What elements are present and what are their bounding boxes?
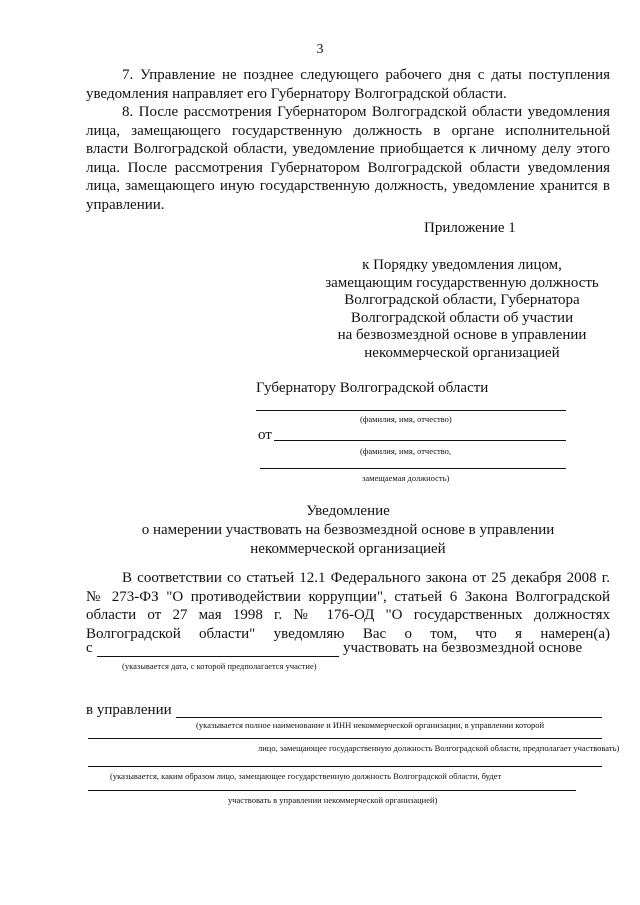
appendix-title: Приложение 1	[424, 220, 516, 236]
caption-fio: (фамилия, имя, отчество)	[360, 414, 452, 424]
caption-org-2: лицо, замещающее государственную должность Волгоградской области, предполагает участвовать)	[258, 743, 620, 753]
management-label: в управлении	[86, 702, 172, 718]
appendix-ref-line: Волгоградской области об участии	[350, 309, 574, 326]
caption-position: замещаемая должность)	[362, 473, 450, 483]
appendix-ref-line: на безвозмездной основе в управлении	[337, 327, 587, 344]
how-blank-line	[88, 766, 602, 767]
from-blank-line	[274, 440, 566, 441]
notice-heading	[86, 502, 610, 559]
main-paragraph: В соответствии со статьей 12.1 Федерального закона от 25 декабря 2008 г. № 273-ФЗ "О противодействии коррупции", статьей 6 Закона Волгоградской области от 27 мая 1998 г. № 176-ОД "О государственных должностях Волгоградской области" уведомляю Вас о том, что я намерен(а)	[86, 570, 610, 642]
org-blank-line-2	[88, 738, 602, 739]
with-label: с	[86, 640, 93, 656]
addressee: Губернатору Волгоградской области	[256, 380, 489, 396]
appendix-ref-line: Волгоградской области, Губернатора	[344, 292, 580, 309]
notice-title: Уведомление	[306, 503, 390, 519]
paragraph-7: 7. Управление не позднее следующего рабочего дня с даты поступления уведомления направляет его Губернатору Волгоградской области.	[86, 67, 610, 102]
notice-subtitle-1: о намерении участвовать на безвозмездной основе в управлении	[141, 522, 555, 538]
page-number: 3	[316, 42, 324, 57]
appendix-ref-line: замещающим государственную должность	[325, 274, 599, 291]
appendix-ref-line: к Порядку уведомления лицом,	[362, 257, 562, 273]
from-label: от	[258, 427, 272, 443]
caption-how-1: (указывается, каким образом лицо, замещающее государственную должность Волгоградской области, будет	[110, 771, 502, 781]
caption-org-1: (указывается полное наименование и ИНН некоммерческой организации, в управлении которой	[196, 720, 545, 730]
position-blank-line	[260, 468, 566, 469]
appendix-ref-line: некоммерческой организацией	[364, 344, 560, 361]
notice-subtitle-2: некоммерческой организацией	[250, 541, 446, 557]
fio-blank-line	[256, 410, 566, 411]
appendix-reference	[318, 257, 606, 363]
participate-text: участвовать на безвозмездной основе	[343, 640, 583, 656]
caption-how-2: участвовать в управлении некоммерческой организацией)	[228, 795, 438, 805]
how-blank-line-2	[88, 790, 576, 791]
date-blank-line	[97, 656, 339, 657]
caption-date: (указывается дата, с которой предполагается участие)	[122, 661, 317, 671]
paragraph-8: 8. После рассмотрения Губернатором Волгоградской области уведомления лица, замещающего государственную должность в органе исполнительной власти Волгоградской области, уведомление приобщается к личному делу этого лица. После рассмотрения Губернатором Волгоградской области уведомления лица, замещающего иную государственную должность, уведомление хранится в управлении.	[86, 104, 610, 213]
org-blank-line	[176, 717, 602, 718]
caption-fio-2: (фамилия, имя, отчество,	[360, 446, 452, 456]
